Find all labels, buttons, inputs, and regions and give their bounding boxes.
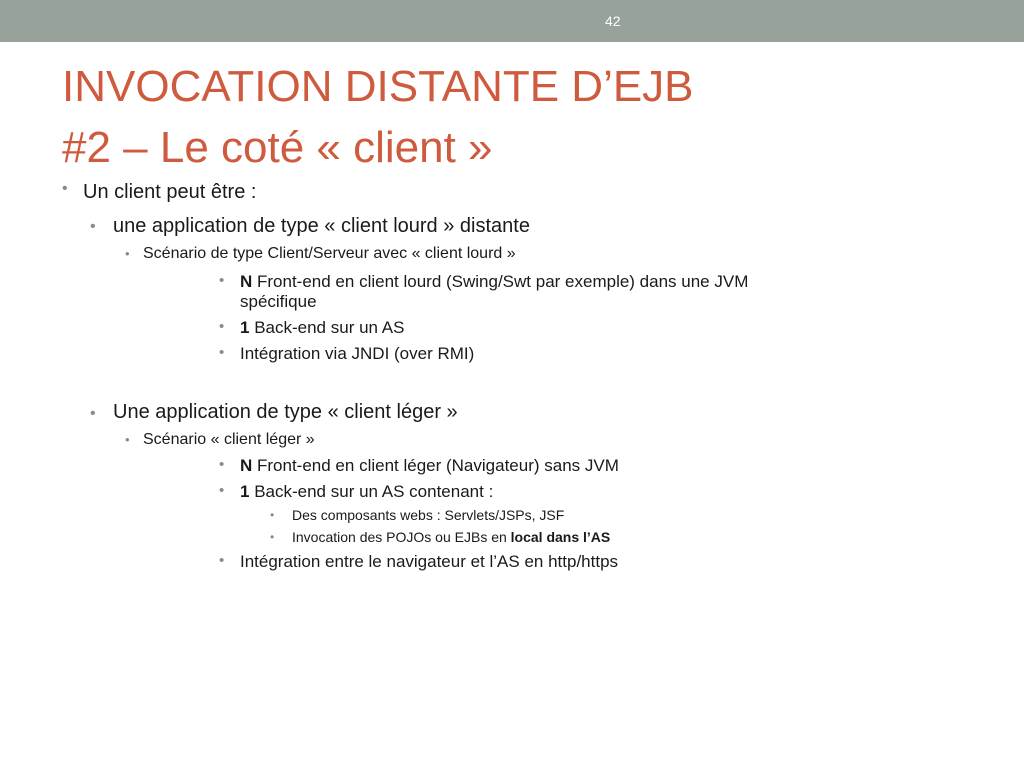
bullet-item-9-text: Front-end en client léger (Navigateur) sans JVM: [252, 456, 619, 475]
bullet-dot: •: [219, 344, 225, 361]
bullet-item-12: [292, 529, 610, 545]
bullet-item-10-text: Back-end sur un AS contenant :: [249, 482, 494, 501]
bullet-item-9: [240, 456, 619, 476]
bullet-item-11: Des composants webs : Servlets/JSPs, JSF: [292, 507, 565, 523]
bullet-item-12-text: Invocation des POJOs ou EJBs en: [292, 529, 511, 545]
title-line-2: #2 – Le coté « client »: [62, 123, 493, 172]
bullet-dot: •: [62, 180, 68, 197]
bullet-dot: •: [219, 456, 225, 473]
bullet-item-4-continuation: spécifique: [240, 292, 317, 311]
bullet-item-12-bold: local dans l’AS: [510, 529, 611, 545]
slide-title: [62, 56, 694, 178]
bullet-item-10-bold: 1: [240, 482, 250, 501]
bullet-item-5-bold: 1: [240, 318, 250, 337]
bullet-item-10: [240, 482, 493, 502]
top-bar: [0, 0, 1024, 42]
bullet-dot: •: [219, 482, 225, 499]
slide-number: 42: [605, 13, 621, 29]
bullet-dot: •: [219, 318, 225, 335]
title-line-1: INVOCATION DISTANTE D’EJB: [62, 62, 694, 111]
bullet-item-4: [240, 272, 748, 292]
bullet-item-1: Un client peut être :: [83, 181, 257, 203]
bullet-item-4-text: Front-end en client lourd (Swing/Swt par exemple) dans une JVM: [252, 272, 749, 291]
bullet-item-13: Intégration entre le navigateur et l’AS en http/https: [240, 552, 619, 571]
bullet-item-2: une application de type « client lourd » distante: [113, 215, 530, 237]
bullet-item-3: Scénario de type Client/Serveur avec « client lourd »: [143, 245, 516, 262]
bullet-item-8: Scénario « client léger »: [143, 431, 315, 448]
bullet-dot: •: [125, 246, 130, 261]
bullet-item-7: Une application de type « client léger »: [113, 401, 458, 423]
bullet-dot: •: [270, 508, 275, 522]
bullet-dot: •: [90, 218, 96, 235]
bullet-item-5-text: Back-end sur un AS: [249, 318, 405, 337]
bullet-dot: •: [270, 530, 275, 544]
bullet-item-5: [240, 318, 404, 338]
bullet-item-6: Intégration via JNDI (over RMI): [240, 344, 475, 363]
bullet-dot: •: [90, 405, 96, 422]
bullet-dot: •: [219, 552, 225, 569]
bullet-dot: •: [219, 272, 225, 289]
bullet-item-9-bold: N: [240, 456, 253, 475]
bullet-dot: •: [125, 432, 130, 447]
bullet-item-4-bold: N: [240, 272, 253, 291]
